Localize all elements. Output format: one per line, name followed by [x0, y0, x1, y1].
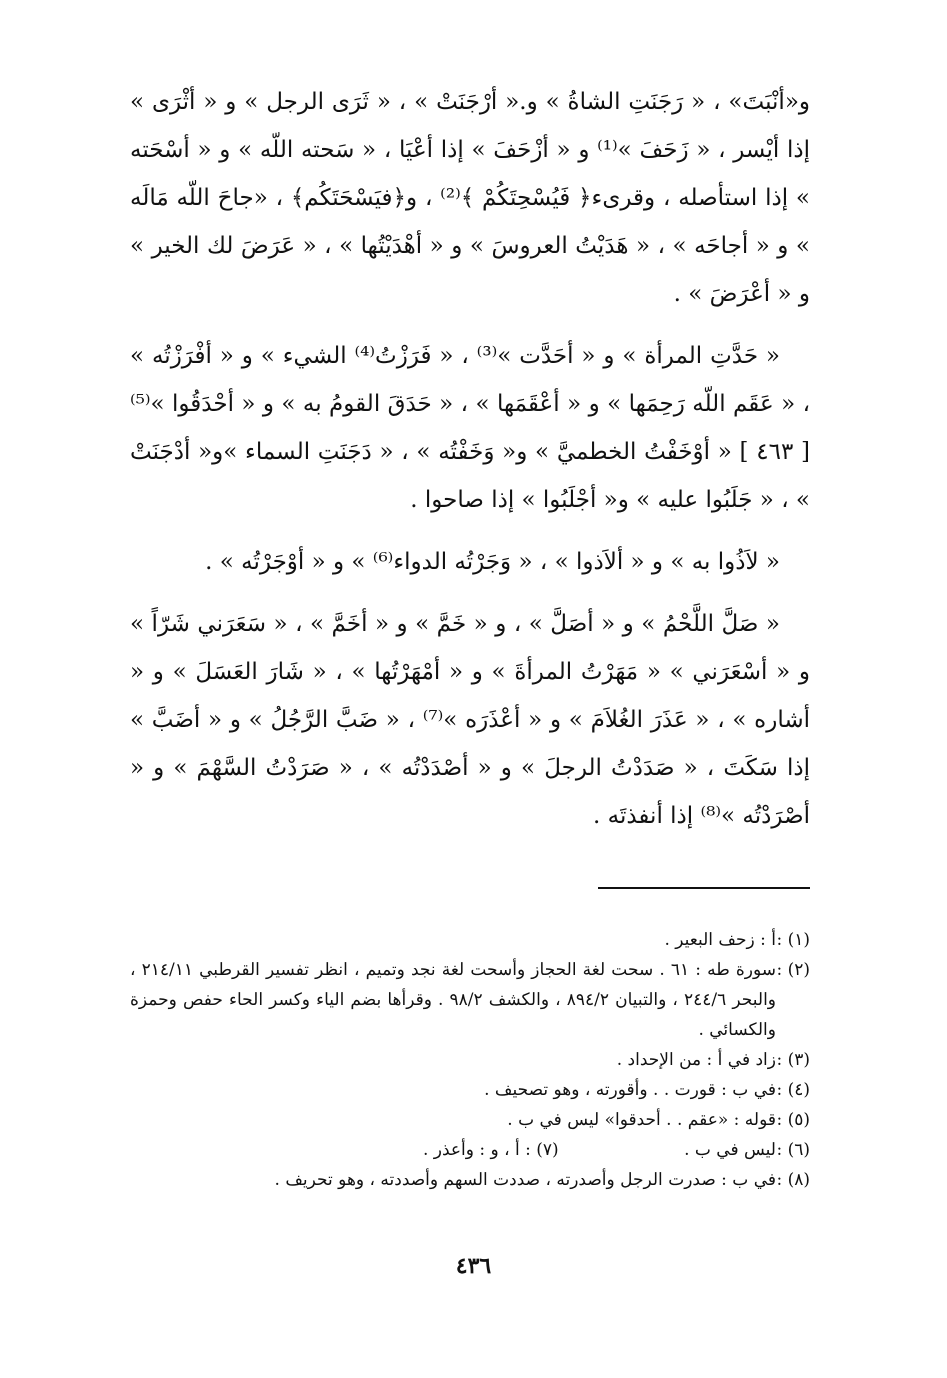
footnotes: [130, 925, 810, 1195]
footnote: [130, 1075, 810, 1105]
footnote-text: ليس في ب .: [684, 1140, 776, 1160]
footnote-number: (٥) :: [776, 1110, 810, 1130]
footnote-number: (٦) :: [776, 1140, 810, 1160]
footnote-divider: [598, 887, 810, 889]
footnote-text: سورة طه : ٦١ . سحت لغة الحجاز وأسحت لغة نجد وتميم ، انظر تفسير القرطبي ٢١٤/١١ ، والبحر ٢٤٤/٦ ، والتبيان ٨٩٤/٢ ، والكشف ٩٨/٢ . وقرأها بضم الياء وكسر الحاء حفص وحمزة والكسائي .: [130, 960, 777, 1040]
page-number: ٤٣٦: [455, 1253, 492, 1279]
footnote-text: في ب : صدرت الرجل وأصدرته ، صددت السهم وأصددته ، وهو تحريف .: [274, 1170, 776, 1190]
footnote-number: (٤) :: [776, 1080, 810, 1100]
footnote: [130, 925, 810, 955]
footnote-text: (٧) : أ ، و : وأعذر .: [422, 1140, 559, 1160]
footnote-number: (٣) :: [776, 1050, 810, 1070]
footnote-text: زاد في أ : من الإحداد .: [616, 1050, 776, 1070]
paragraph: و«أنْبَتَ» ، « رَجَنَتِ الشاةُ » و.« أرْجَنَتْ » ، « ثَرَى الرجل » و « أثْرَى » إذا أيْسر ، « زَحَفَ »⁽¹⁾ و « أزْحَفَ » إذا أعْيَا ، « سَحته اللّه » و « أسْحَته » إذا استأصله ، وقرىء﴿ فَيُسْحِتَكُمْ ﴾⁽²⁾ ، و﴿فيَسْحَتَكُم﴾ ، «جاحَ اللّه مَالَه » و « أجاحَه » ، « هَدَيْتُ العروسَ » و « أهْدَيْتُها » ، « عَرَضَ لك الخير » و « أعْرَضَ » .: [130, 89, 810, 307]
paragraph: « صَلَّ اللَّحْمُ » و « أصَلَّ » ، و « خَمَّ » و « أخَمَّ » ، « سَعَرَني شَرّاً » و « أسْعَرَني » « مَهَرْتُ المرأةَ » و « أمْهَرْتُها » ، « شَارَ العَسَلَ » و « أشاره » ، « عَذَرَ الغُلاَمَ » و « أعْذَرَه »⁽⁷⁾ ، « ضَبَّ الرَّجُلُ » و « أضَبَّ » إذا سَكَتَ ، « صَدَدْتُ الرجلَ » و « أصْدَدْتُه » ، « صَرَدْتُ السَّهْمَ » و « أصْرَدْتُه »⁽⁸⁾ إذا أنفذتَه .: [130, 611, 810, 829]
footnote-text: في ب : قورت . . وأقورته ، وهو تصحيف .: [484, 1080, 776, 1100]
footnote-number: (٢) :: [776, 960, 810, 980]
footnote: [130, 1165, 810, 1195]
footnote-text: قوله : «عقم . . أحدقوا» ليس في ب .: [507, 1110, 776, 1130]
paragraph: « حَدَّتِ المرأة » و « أحَدَّت »⁽³⁾ ، « فَرَزْتُ⁽⁴⁾ الشيء » و « أفْرَزْتُه » ، « عَقَم اللّه رَحِمَها » و « أعْقَمَها » ، « حَدَقَ القومُ به » و « أحْدَقُوا »⁽⁵⁾ [ ٤٦٣ ] « أوْخَفْتُ الخطميَّ » و« وَخَفْتُه » ، « دَجَنَتِ السماء »و« أدْجَنَتْ » ، « جَلَبُوا عليه » و« أجْلَبُوا » إذا صاحوا .: [130, 343, 810, 513]
footnote-number: (٨) :: [776, 1170, 810, 1190]
paragraph: « لاَذُوا به » و « ألاَذوا » ، « وَجَرْتُه الدواء⁽⁶⁾ » و « أوْجَرْتُه » .: [205, 549, 780, 575]
footnote: [130, 955, 810, 1045]
main-text: [130, 78, 810, 840]
footnote: [130, 1135, 810, 1165]
footnote: [130, 1045, 810, 1075]
footnote-number: (١) :: [776, 930, 810, 950]
footnote: [130, 1105, 810, 1135]
footnote-text: أ : زحف البعير .: [664, 930, 776, 950]
